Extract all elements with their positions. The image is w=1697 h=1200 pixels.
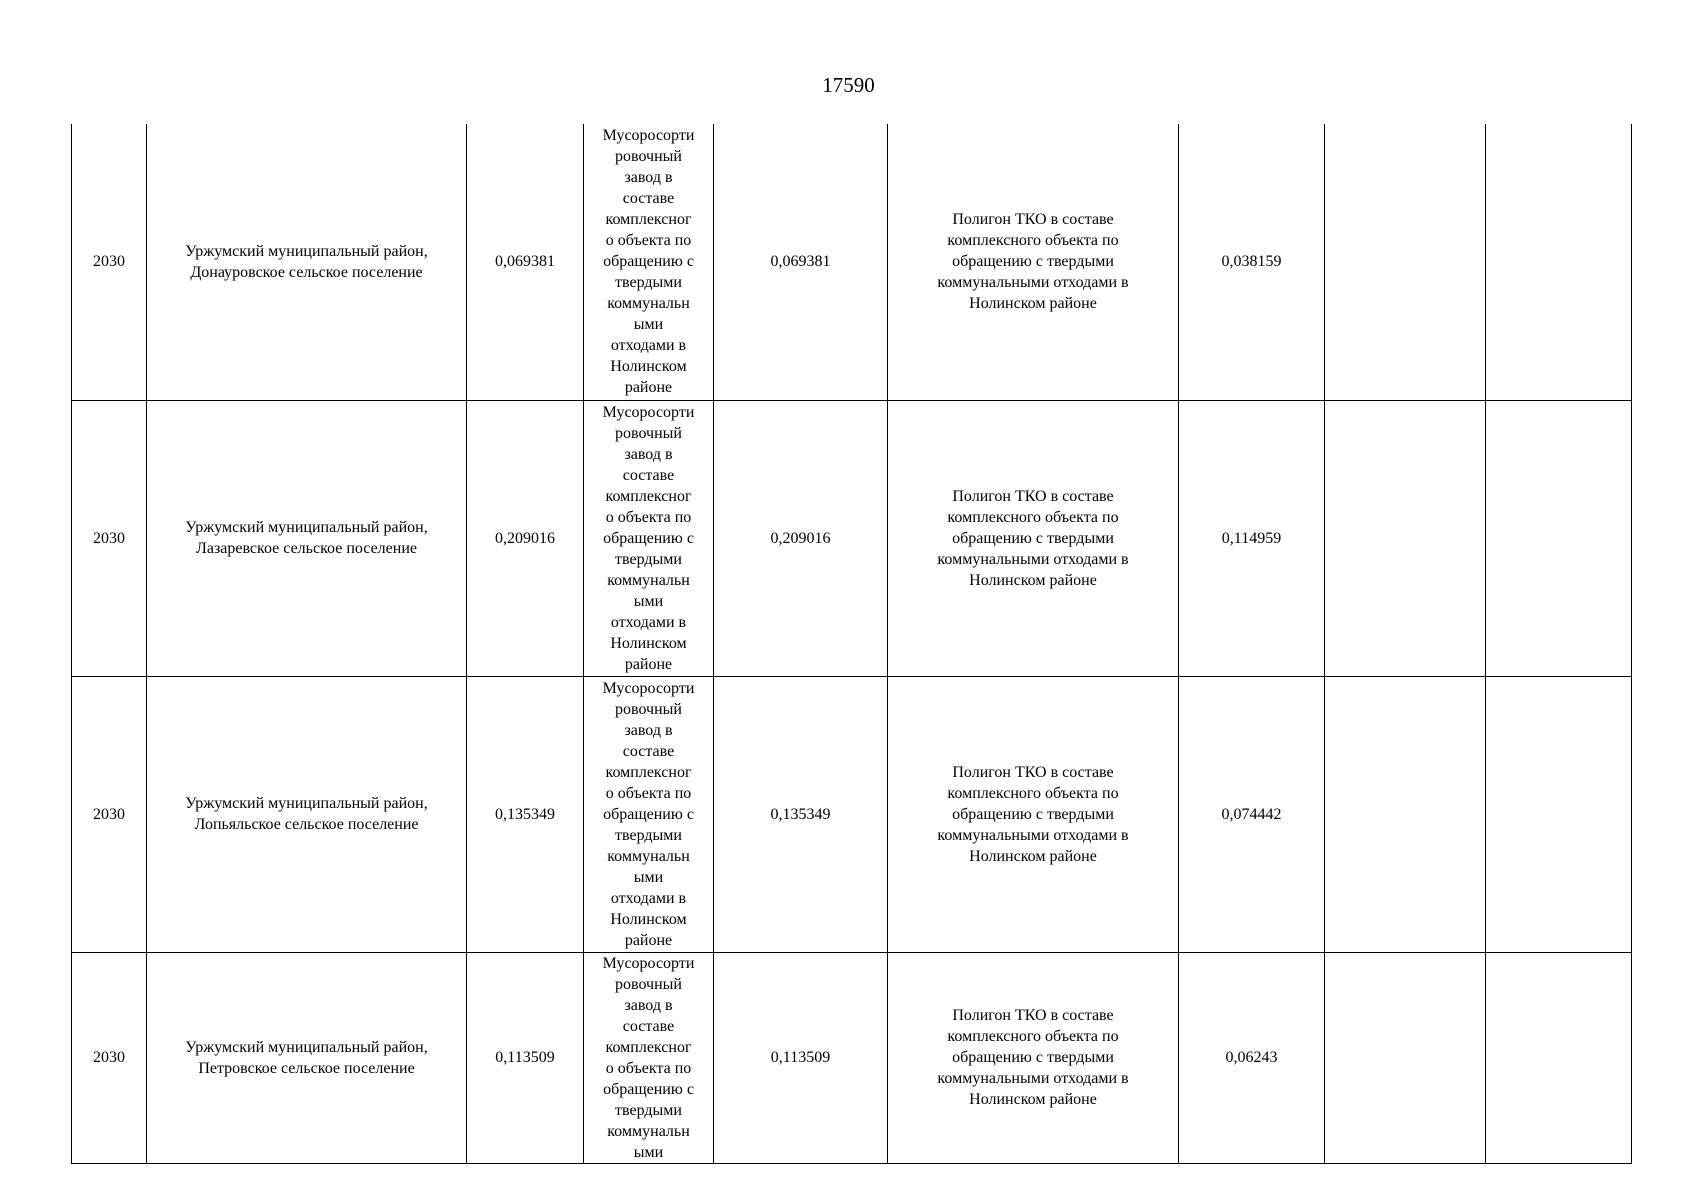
cell-mass-landfilled	[1179, 952, 1325, 1163]
mass-landfilled-value: 0,06243	[1225, 1049, 1278, 1066]
sorting-facility-line: обращению с	[603, 253, 694, 271]
cell-landfill-facility	[888, 952, 1179, 1163]
sorting-facility-line: районе	[624, 655, 673, 673]
table-row	[72, 400, 1632, 676]
sorting-facility-line: ыми	[633, 868, 664, 886]
cell-mass-landfilled	[1179, 676, 1325, 952]
cell-empty	[1486, 952, 1632, 1163]
cell-year	[72, 400, 147, 676]
cell-sorting-facility	[584, 676, 714, 952]
landfill-facility-line: комплексного объекта по	[947, 508, 1119, 526]
sorting-facility-line: ыми	[633, 1143, 664, 1161]
landfill-facility-line: коммунальными отходами в	[937, 550, 1129, 568]
table-row	[72, 676, 1632, 952]
year-value: 2030	[93, 529, 125, 547]
landfill-facility-line: коммунальными отходами в	[937, 1070, 1129, 1087]
territory-district: Уржумский муниципальный район,	[185, 1038, 428, 1056]
sorting-facility-line: обращению с	[603, 805, 694, 823]
sorting-facility-line: составе	[622, 466, 675, 484]
cell-sorting-facility	[584, 400, 714, 676]
cell-mass-generated	[467, 676, 584, 952]
sorting-facility-line: коммунальн	[607, 847, 690, 865]
sorting-facility-line: составе	[622, 1017, 675, 1035]
mass-generated-value: 0,135349	[495, 805, 555, 823]
landfill-facility-line: обращению с твердыми	[952, 805, 1114, 823]
sorting-facility-line: Нолинском	[610, 358, 687, 376]
sorting-facility-line: твердыми	[615, 826, 682, 844]
cell-empty	[1486, 676, 1632, 952]
sorting-facility-line: завод в	[624, 445, 673, 463]
cell-territory	[147, 952, 467, 1163]
mass-generated-value: 0,069381	[495, 253, 555, 271]
landfill-facility-line: комплексного объекта по	[947, 1028, 1119, 1045]
mass-generated-value: 0,113509	[495, 1049, 555, 1066]
cell-empty	[1486, 124, 1632, 400]
sorting-facility-line: отходами в	[610, 337, 687, 355]
table-row	[72, 952, 1632, 1163]
cell-mass-sorted	[714, 400, 888, 676]
cell-mass-landfilled	[1179, 124, 1325, 400]
cell-territory	[147, 124, 467, 400]
sorting-facility-line: ыми	[633, 592, 664, 610]
sorting-facility-line: комплексног	[605, 1038, 692, 1056]
cell-sorting-facility	[584, 124, 714, 400]
landfill-facility-line: Нолинском районе	[969, 847, 1097, 865]
landfill-facility-line: Полигон ТКО в составе	[952, 487, 1114, 505]
cell-year	[72, 124, 147, 400]
sorting-facility-line: обращению с	[603, 529, 694, 547]
sorting-facility-line: о объекта по	[605, 232, 692, 250]
landfill-facility-line: Нолинском районе	[969, 571, 1097, 589]
territory-district: Уржумский муниципальный район,	[185, 795, 428, 812]
territory-settlement: Лазаревское сельское поселение	[195, 540, 417, 557]
sorting-facility-line: завод в	[624, 169, 673, 187]
cell-landfill-facility	[888, 676, 1179, 952]
sorting-facility-line: коммунальн	[607, 571, 690, 589]
landfill-facility-line: обращению с твердыми	[952, 1049, 1114, 1066]
landfill-facility-line: Полигон ТКО в составе	[952, 1007, 1114, 1024]
sorting-facility-line: о объекта по	[605, 784, 692, 802]
cell-mass-generated	[467, 124, 584, 400]
year-value: 2030	[93, 1049, 125, 1066]
sorting-facility-line: районе	[624, 379, 673, 397]
sorting-facility-line: Мусоросорти	[602, 679, 695, 697]
cell-landfill-facility	[888, 124, 1179, 400]
table-row	[72, 124, 1632, 400]
sorting-facility-line: составе	[622, 742, 675, 760]
sorting-facility-line: Мусоросорти	[602, 127, 695, 145]
sorting-facility-line: о объекта по	[605, 508, 692, 526]
territory-settlement: Лопьяльское сельское поселение	[194, 816, 419, 833]
mass-sorted-value: 0,069381	[770, 253, 831, 271]
cell-mass-landfilled	[1179, 400, 1325, 676]
sorting-facility-line: коммунальн	[607, 295, 690, 313]
territory-settlement: Донауровское сельское поселение	[190, 263, 423, 281]
sorting-facility-line: о объекта по	[605, 1059, 692, 1077]
cell-territory	[147, 400, 467, 676]
territory-settlement: Петровское сельское поселение	[198, 1059, 415, 1077]
cell-year	[72, 676, 147, 952]
cell-empty	[1486, 400, 1632, 676]
sorting-facility-line: Мусоросорти	[602, 954, 695, 972]
sorting-facility-line: ровочный	[615, 148, 682, 166]
cell-mass-sorted	[714, 952, 888, 1163]
sorting-facility-line: обращению с	[603, 1080, 694, 1098]
mass-sorted-value: 0,135349	[770, 805, 831, 823]
cell-mass-generated	[467, 400, 584, 676]
sorting-facility-line: ыми	[633, 316, 664, 334]
year-value: 2030	[93, 253, 125, 271]
sorting-facility-line: отходами в	[610, 889, 687, 907]
mass-landfilled-value: 0,114959	[1221, 529, 1282, 547]
landfill-facility-line: обращению с твердыми	[952, 529, 1114, 547]
landfill-facility-line: обращению с твердыми	[952, 253, 1114, 271]
cell-mass-sorted	[714, 124, 888, 400]
cell-mass-sorted	[714, 676, 888, 952]
mass-sorted-value: 0,209016	[770, 529, 831, 547]
cell-territory	[147, 676, 467, 952]
sorting-facility-line: районе	[624, 931, 673, 949]
sorting-facility-line: завод в	[624, 721, 673, 739]
cell-year	[72, 952, 147, 1163]
mass-landfilled-value: 0,074442	[1221, 805, 1282, 823]
landfill-facility-line: Полигон ТКО в составе	[952, 211, 1114, 229]
mass-generated-value: 0,209016	[495, 529, 555, 547]
sorting-facility-line: составе	[622, 190, 675, 208]
waste-flow-table	[71, 124, 1632, 1164]
sorting-facility-line: ровочный	[615, 700, 682, 718]
sorting-facility-line: твердыми	[615, 1101, 682, 1119]
mass-landfilled-value: 0,038159	[1221, 253, 1282, 271]
sorting-facility-line: отходами в	[610, 613, 687, 631]
sorting-facility-line: ровочный	[615, 424, 682, 442]
cell-empty	[1325, 124, 1486, 400]
table-body	[72, 124, 1632, 1163]
cell-sorting-facility	[584, 952, 714, 1163]
cell-empty	[1325, 676, 1486, 952]
cell-empty	[1325, 952, 1486, 1163]
mass-sorted-value: 0,113509	[770, 1049, 831, 1066]
landfill-facility-line: комплексного объекта по	[947, 784, 1119, 802]
sorting-facility-line: ровочный	[615, 975, 682, 993]
cell-mass-generated	[467, 952, 584, 1163]
territory-district: Уржумский муниципальный район,	[185, 519, 428, 536]
landfill-facility-line: Нолинском районе	[969, 1091, 1097, 1108]
sorting-facility-line: Мусоросорти	[602, 403, 695, 421]
cell-empty	[1325, 400, 1486, 676]
sorting-facility-line: комплексног	[605, 487, 692, 505]
sorting-facility-line: твердыми	[615, 274, 682, 292]
territory-district: Уржумский муниципальный район,	[185, 242, 428, 260]
landfill-facility-line: коммунальными отходами в	[937, 274, 1129, 292]
landfill-facility-line: Нолинском районе	[969, 295, 1097, 313]
sorting-facility-line: твердыми	[615, 550, 682, 568]
sorting-facility-line: завод в	[624, 996, 673, 1014]
landfill-facility-line: комплексного объекта по	[947, 232, 1119, 250]
sorting-facility-line: Нолинском	[610, 910, 687, 928]
cell-landfill-facility	[888, 400, 1179, 676]
year-value: 2030	[93, 805, 125, 823]
sorting-facility-line: комплексног	[605, 211, 692, 229]
landfill-facility-line: коммунальными отходами в	[937, 826, 1129, 844]
landfill-facility-line: Полигон ТКО в составе	[952, 763, 1114, 781]
sorting-facility-line: комплексног	[605, 763, 692, 781]
sorting-facility-line: Нолинском	[610, 634, 687, 652]
page-number: 17590	[822, 73, 875, 97]
sorting-facility-line: коммунальн	[607, 1122, 690, 1140]
